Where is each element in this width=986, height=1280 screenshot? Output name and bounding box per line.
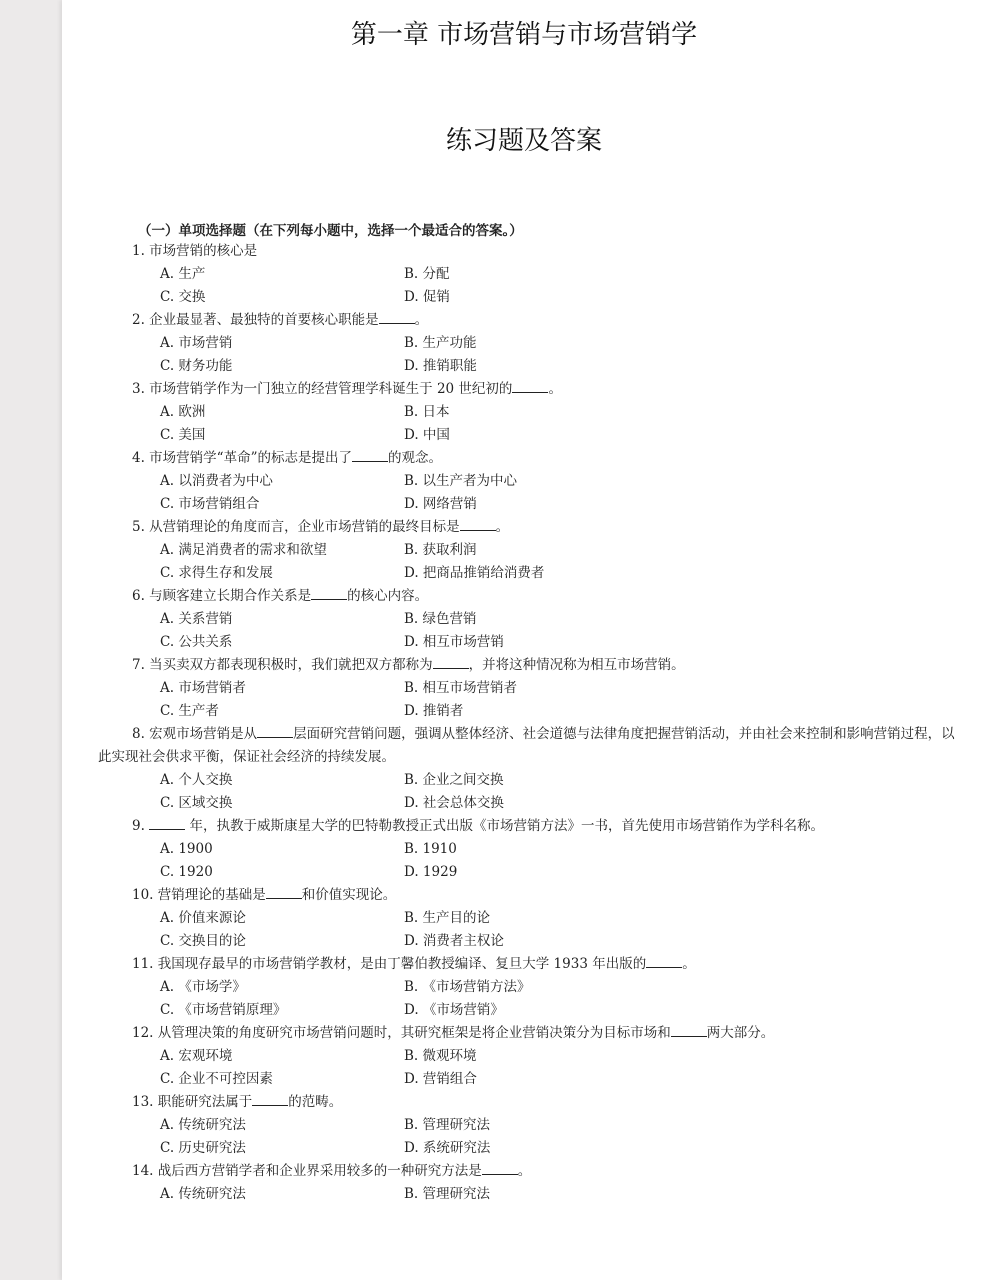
answer-blank	[352, 449, 388, 462]
option-a: A. 欧洲	[160, 404, 206, 420]
option-d: D. 系统研究法	[404, 1140, 491, 1156]
option-c: C. 交换	[160, 289, 206, 305]
option-a: A. 传统研究法	[160, 1117, 246, 1133]
question-stem: 14. 战后西方营销学者和企业界采用较多的一种研究方法是 。	[132, 1163, 532, 1179]
option-d: D. 相互市场营销	[404, 634, 504, 650]
question-item	[98, 1160, 958, 1206]
answer-blank	[252, 1093, 288, 1106]
option-d: D. 推销者	[404, 703, 464, 719]
answer-blank	[149, 817, 185, 830]
option-a: A. 市场营销	[160, 335, 233, 351]
option-a: A. 市场营销者	[160, 680, 246, 696]
document-page	[62, 0, 986, 1280]
question-stem: 2. 企业最显著、最独特的首要核心职能是 。	[132, 312, 429, 328]
question-item	[98, 654, 958, 723]
option-d: D. 1929	[404, 864, 458, 880]
question-stem: 6. 与顾客建立长期合作关系是 的核心内容。	[132, 588, 429, 604]
question-item	[98, 884, 958, 953]
answer-blank	[512, 380, 548, 393]
page-subtitle: 练习题及答案	[445, 126, 602, 156]
question-item	[98, 1091, 958, 1160]
option-b: B. 日本	[404, 404, 450, 420]
option-a: A. 传统研究法	[160, 1186, 246, 1202]
option-c: C. 财务功能	[160, 358, 233, 374]
question-item	[98, 447, 958, 516]
option-a: A. 关系营销	[160, 611, 233, 627]
answer-blank	[646, 955, 682, 968]
answer-blank	[460, 518, 496, 531]
option-d: D. 社会总体交换	[404, 795, 504, 811]
option-d: D. 网络营销	[404, 496, 477, 512]
option-c: C. 美国	[160, 427, 206, 443]
option-b: B. 管理研究法	[404, 1117, 491, 1133]
option-b: B. 绿色营销	[404, 611, 477, 627]
option-d: D. 中国	[404, 427, 450, 443]
chapter-title: 第一章 市场营销与市场营销学	[350, 20, 698, 50]
answer-blank	[433, 656, 469, 669]
question-list	[98, 240, 958, 1206]
question-stem: 13. 职能研究法属于 的范畴。	[132, 1094, 343, 1110]
question-stem: 8. 宏观市场营销是从 层面研究营销问题，强调从整体经济、社会道德与法律角度把握营销活动，并由社会来控制和影响营销过程，以此实现社会供求平衡，保证社会经济的持续发展。	[98, 726, 955, 765]
option-c: C. 历史研究法	[160, 1140, 246, 1156]
option-c: C. 生产者	[160, 703, 219, 719]
section-heading: （一）单项选择题（在下列每小题中，选择一个最适合的答案。）	[138, 223, 523, 239]
question-stem: 10. 营销理论的基础是 和价值实现论。	[132, 887, 397, 903]
question-stem: 4. 市场营销学“革命”的标志是提出了 的观念。	[132, 450, 442, 466]
option-b: B. 《市场营销方法》	[404, 979, 531, 995]
option-c: C. 交换目的论	[160, 933, 246, 949]
option-d: D. 把商品推销给消费者	[404, 565, 545, 581]
option-b: B. 管理研究法	[404, 1186, 491, 1202]
question-item	[98, 815, 958, 884]
option-a: A. 以消费者为中心	[160, 473, 273, 489]
option-a: A. 1900	[160, 841, 213, 857]
option-b: B. 分配	[404, 266, 450, 282]
option-d: D. 促销	[404, 289, 450, 305]
question-stem: 3. 市场营销学作为一门独立的经营管理学科诞生于 20 世纪初的 。	[132, 381, 562, 397]
question-stem: 12. 从管理决策的角度研究市场营销问题时，其研究框架是将企业营销决策分为目标市场和 两大部分。	[132, 1025, 775, 1041]
question-item	[98, 1022, 958, 1091]
option-b: B. 生产目的论	[404, 910, 491, 926]
option-a: A. 宏观环境	[160, 1048, 233, 1064]
option-d: D. 营销组合	[404, 1071, 477, 1087]
question-item	[98, 378, 958, 447]
option-a: A. 价值来源论	[160, 910, 246, 926]
option-b: B. 获取利润	[404, 542, 477, 558]
question-item	[98, 240, 958, 309]
question-item	[98, 953, 958, 1022]
option-d: D. 消费者主权论	[404, 933, 504, 949]
option-b: B. 生产功能	[404, 335, 477, 351]
option-a: A. 生产	[160, 266, 206, 282]
question-stem: 7. 当买卖双方都表现积极时，我们就把双方都称为 ，并将这种情况称为相互市场营销。	[132, 657, 685, 673]
question-stem: 9. 年，执教于威斯康星大学的巴特勒教授正式出版《市场营销方法》一书，首先使用市场营销作为学科名称。	[132, 818, 824, 834]
option-c: C. 企业不可控因素	[160, 1071, 273, 1087]
option-b: B. 以生产者为中心	[404, 473, 518, 489]
option-d: D. 推销职能	[404, 358, 477, 374]
option-a: A. 个人交换	[160, 772, 233, 788]
option-c: C. 市场营销组合	[160, 496, 260, 512]
question-stem: 1. 市场营销的核心是	[132, 243, 258, 259]
question-stem: 11. 我国现存最早的市场营销学教材，是由丁馨伯教授编译、复旦大学 1933 年出版的 。	[132, 956, 696, 972]
option-b: B. 企业之间交换	[404, 772, 504, 788]
option-b: B. 1910	[404, 841, 457, 857]
answer-blank	[311, 587, 347, 600]
option-b: B. 相互市场营销者	[404, 680, 518, 696]
option-a: A. 《市场学》	[160, 979, 246, 995]
answer-blank	[379, 311, 415, 324]
option-c: C. 区域交换	[160, 795, 233, 811]
option-b: B. 微观环境	[404, 1048, 477, 1064]
option-a: A. 满足消费者的需求和欲望	[160, 542, 327, 558]
option-c: C. 1920	[160, 864, 213, 880]
question-item	[98, 585, 958, 654]
question-item	[98, 516, 958, 585]
question-item	[98, 309, 958, 378]
answer-blank	[266, 886, 302, 899]
option-d: D. 《市场营销》	[404, 1002, 504, 1018]
option-c: C. 求得生存和发展	[160, 565, 273, 581]
question-stem: 5. 从营销理论的角度而言，企业市场营销的最终目标是 。	[132, 519, 510, 535]
answer-blank	[671, 1024, 707, 1037]
question-item	[98, 723, 958, 815]
option-c: C. 公共关系	[160, 634, 233, 650]
answer-blank	[482, 1162, 518, 1175]
option-c: C. 《市场营销原理》	[160, 1002, 287, 1018]
answer-blank	[257, 725, 293, 738]
